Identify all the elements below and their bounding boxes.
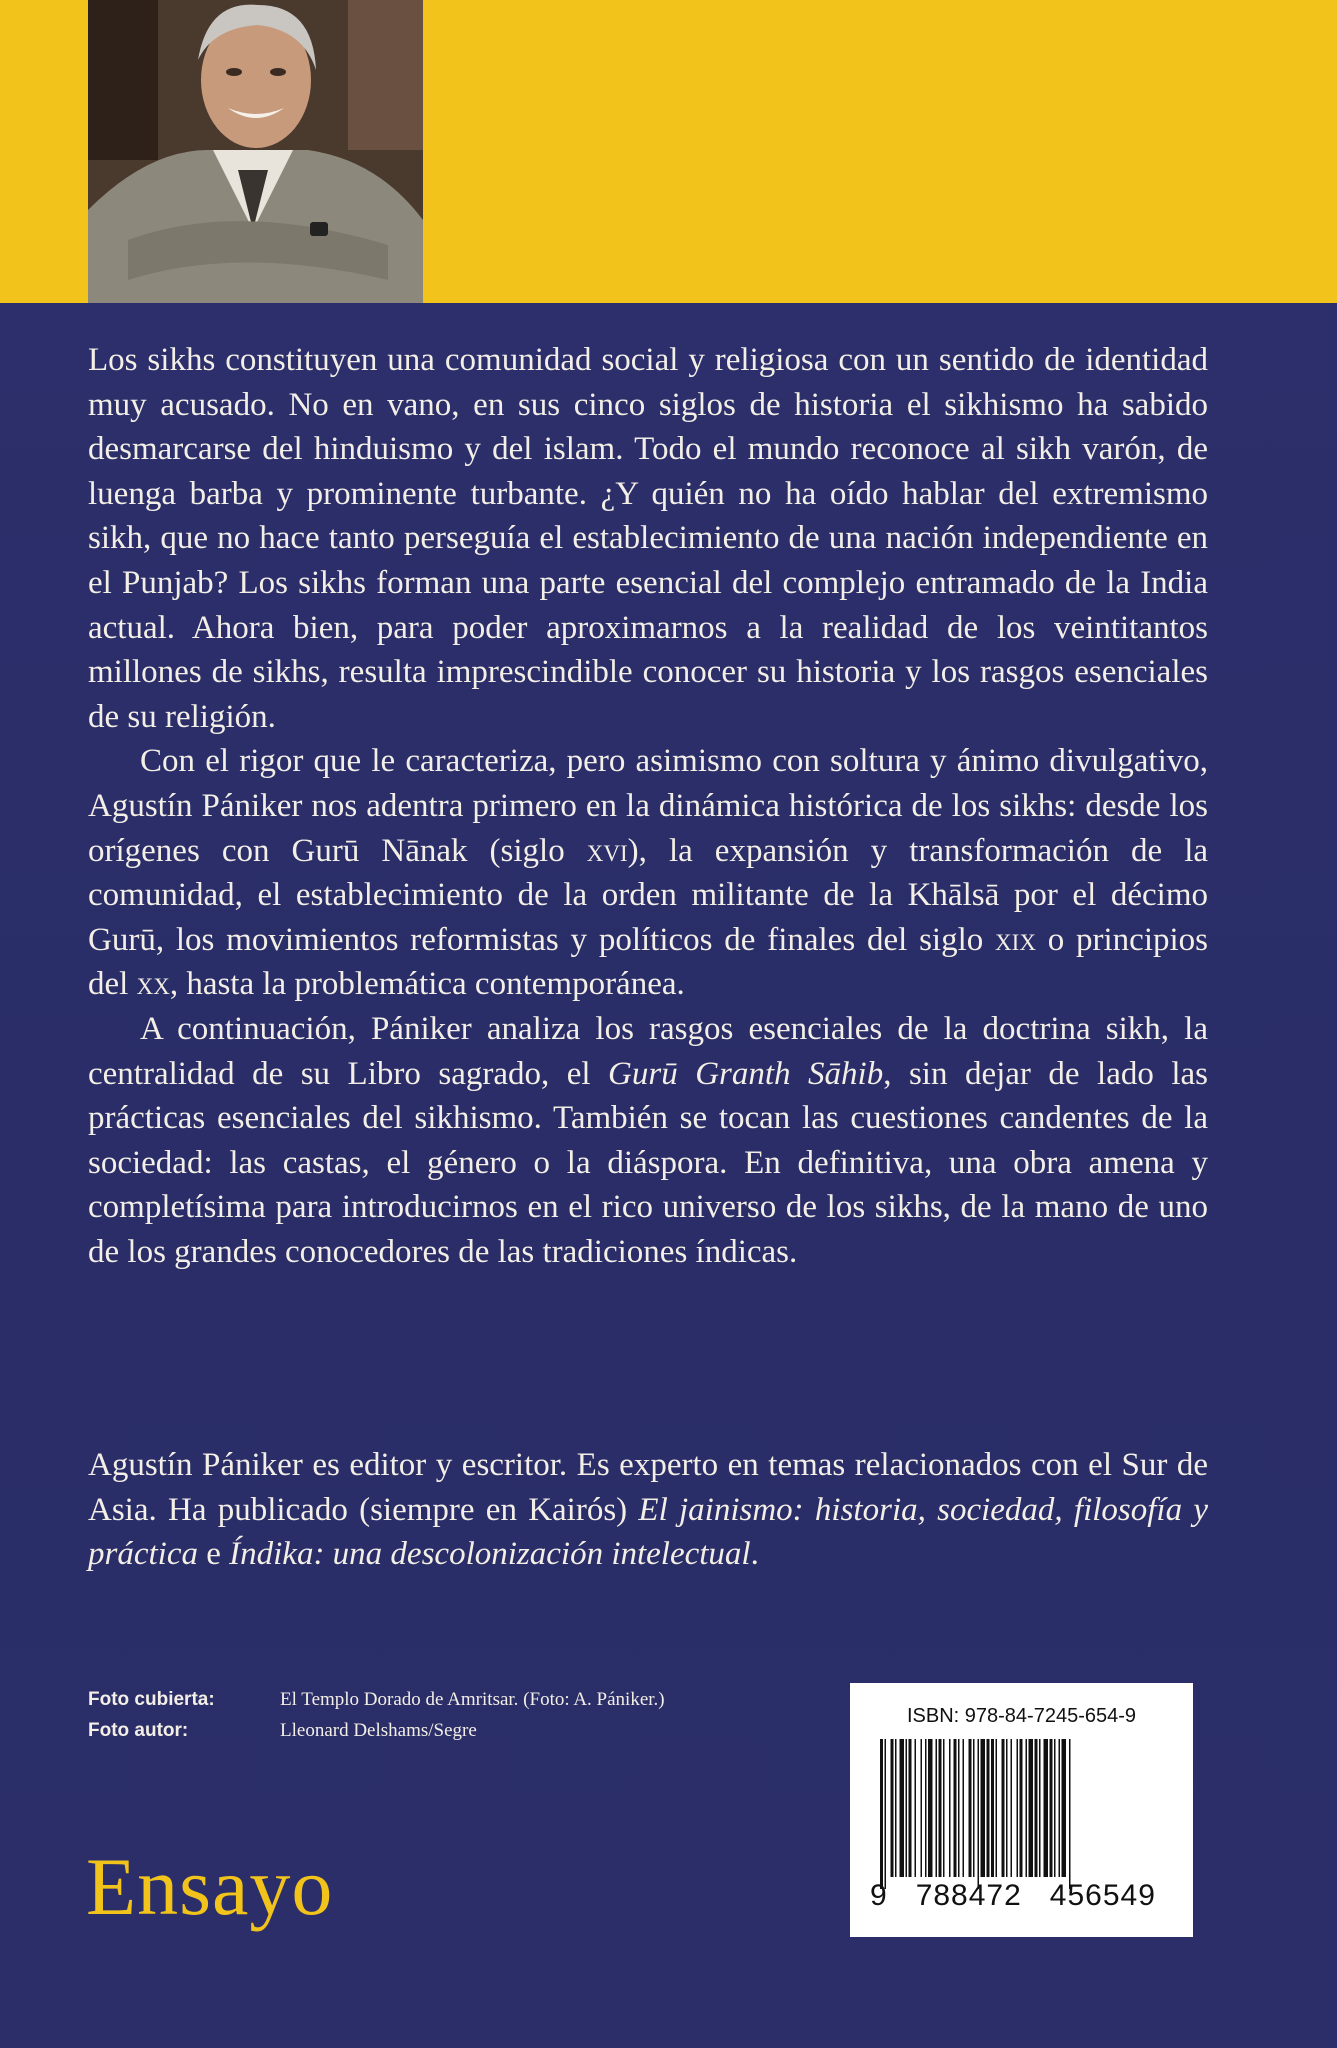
barcode-bar [1062,1739,1067,1877]
blurb-text [88,338,1208,1274]
barcode-bar [928,1739,933,1877]
text-run: A continuación, Pániker analiza los rasgos esenciales de la doctrina sikh, la centralidad de su Libro sagrado, el [88,1010,1208,1092]
barcode-bar [996,1739,998,1877]
author-portrait-icon [88,0,423,303]
barcode-bar [1044,1739,1049,1877]
barcode-bar [936,1739,938,1877]
credit-row [88,1684,665,1715]
photo-credits [88,1684,665,1746]
text-run: e [197,1536,230,1573]
barcode-icon [880,1739,1170,1889]
barcode-bar [925,1739,927,1877]
book-title: Gurū Granth Sāhib [608,1055,884,1092]
barcode-bar [943,1739,945,1877]
barcode-bar [1006,1739,1008,1877]
barcode-bar [949,1739,951,1877]
barcode-bar [954,1739,957,1877]
barcode-bar [963,1739,965,1877]
credit-label: Foto autor: [88,1720,189,1741]
barcode-bar [969,1739,972,1877]
century-numeral: xx [136,966,170,1003]
barcode-bar [1017,1739,1019,1877]
text-run: , sin dejar de lado las prácticas esenciales del sikhismo. También se tocan las cuestiones candentes de la sociedad: las castas, el género o la diáspora. En definitiva, una obra amena y completísima para introducirnos en el rico universo de los sikhs, de la mano de uno de los grandes conocedores de las tradiciones índicas. [88,1055,1208,1270]
century-numeral: xix [995,921,1036,958]
barcode-bar [1035,1739,1038,1877]
barcode-bar [1054,1739,1056,1877]
barcode-bar [880,1739,883,1889]
credit-row [88,1715,665,1746]
barcode-bar [1026,1739,1028,1877]
barcode-bar [891,1739,894,1877]
barcode-bar [1039,1739,1041,1877]
credit-label: Foto cubierta: [88,1689,215,1710]
barcode-bar [981,1739,986,1877]
blurb-paragraph-1: Los sikhs constituyen una comunidad social y religiosa con un sentido de identidad muy acusado. No en vano, en sus cinco siglos de historia el sikhismo ha sabido desmarcarse del hinduismo y del islam. Todo el mundo reconoce al sikh varón, de luenga barba y prominente turbante. ¿Y quién no ha oído hablar del extremismo sikh, que no hace tanto perseguía el establecimiento de una nación independiente en el Punjab? Los sikhs forman una parte esencial del complejo entramado de la India actual. Ahora bien, para poder aproximarnos a la realidad de los veintitantos millones de sikhs, resulta imprescindible conocer su historia y los rasgos esenciales de su religión. [88,342,1208,735]
text-run: , hasta la problemática contemporánea. [169,966,685,1003]
isbn-label: ISBN: 978-84-7245-654-9 [906,1705,1137,1727]
barcode-bar [895,1739,897,1877]
century-numeral: xvi [586,832,628,869]
barcode-bar [1011,1739,1013,1877]
text-run: Agustín Pániker es editor y escritor. Es experto en temas relacionados con el Sur de Asia. Ha publicado (siempre en Kairós) [88,1447,1208,1528]
author-photo [88,0,423,303]
barcode-bar [958,1739,960,1877]
text-run: . [750,1536,759,1573]
barcode-bar [1069,1739,1071,1889]
credit-value: Lleonard Delshams/Segre [280,1720,477,1741]
barcode-bar [1050,1739,1053,1877]
barcode-bar [909,1739,912,1877]
barcode-bar [1029,1739,1034,1877]
book-title: Índika: una descolonización intelectual [229,1536,751,1573]
barcode-bar [1059,1739,1061,1877]
barcode-box [850,1683,1193,1937]
blurb-paragraph-2 [88,739,1208,1007]
barcode-bar [906,1739,908,1877]
barcode-bar [939,1739,942,1877]
series-name: Ensayo [86,1841,334,1932]
blurb-paragraph-3 [88,1007,1208,1275]
barcode-bar [921,1739,923,1877]
barcode-bar [1002,1739,1005,1877]
barcode-bar [885,1739,887,1889]
text-run: o principios del [88,921,1209,1003]
barcode-bar [900,1739,905,1877]
barcode-bar [978,1739,980,1889]
barcode-bar [987,1739,990,1877]
credit-value: El Templo Dorado de Amritsar. (Foto: A. Pániker.) [280,1689,665,1710]
barcode-bar [973,1739,975,1877]
author-bio [88,1443,1208,1577]
text-run: Con el rigor que le caracteriza, pero asimismo con soltura y ánimo divulgativo, Agustín Pániker nos adentra primero en la dinámica histórica de los sikhs: desde los orígenes con Gurū Nānak (siglo [88,743,1208,869]
text-run: ), la expansión y transformación de la comunidad, el establecimiento de la orden militante de la Khālsā por el décimo Gurū, los movimientos reformistas y políticos de finales del siglo [88,832,1209,958]
barcode-bar [991,1739,994,1877]
barcode-bar [915,1739,917,1877]
barcode-bar [1020,1739,1023,1877]
book-title: El jainismo: historia, sociedad, filosofía y práctica [88,1491,1208,1573]
ean-digits: 9 788472 456549 [870,1879,1156,1912]
